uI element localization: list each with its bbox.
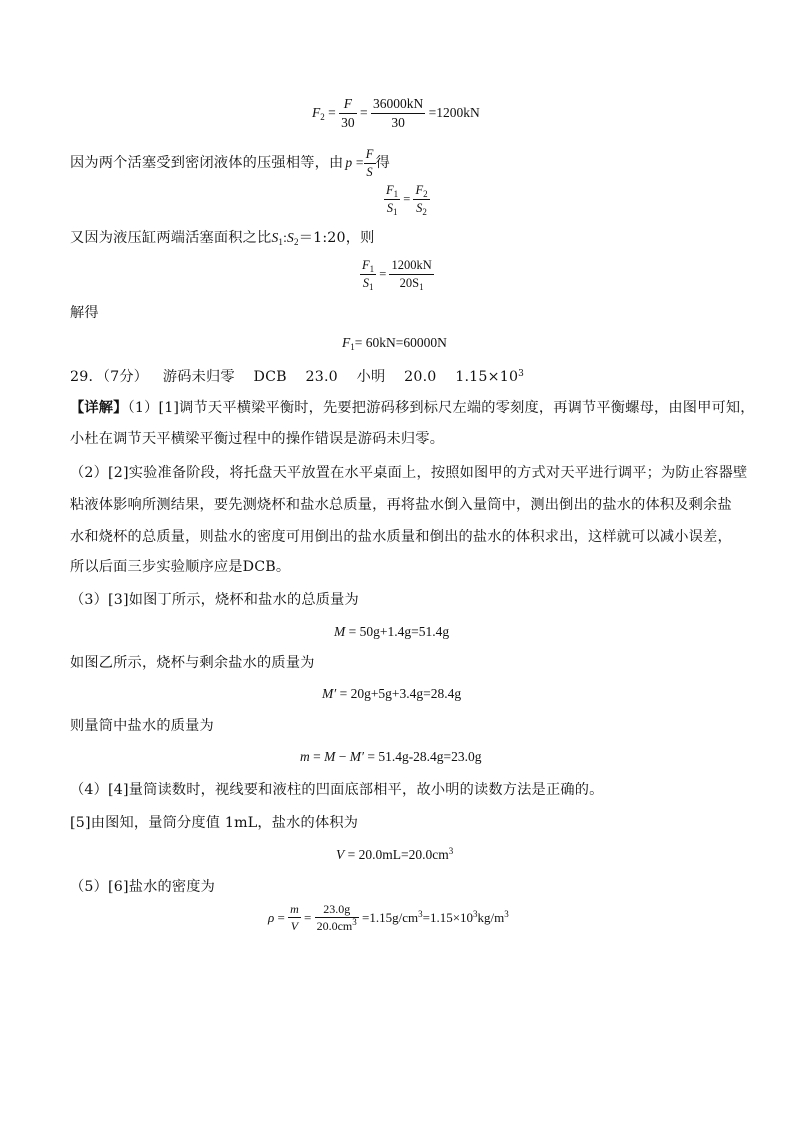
answer-2: DCB: [253, 369, 287, 385]
denominator: S: [366, 164, 373, 179]
equation-ratio: $\frac{F_1}{S_1}$ = $\frac{F_2}{S_2}$: [386, 183, 428, 217]
answer-5: 20.0: [404, 369, 437, 385]
equation-f2: $F_2$ = $\frac{F}{30}$ = $\frac{36000kN}{30}$ =1200kN: [312, 96, 480, 130]
text-line-pressure: 因为两个活塞受到密闭液体的压强相等，由 p = $\frac{F}{S}$ 得: [70, 147, 390, 179]
fraction: [315, 903, 359, 932]
answer-6: 1.15×10: [455, 369, 519, 385]
sub: 1: [392, 206, 398, 217]
var: S: [416, 200, 423, 215]
sup: 3: [518, 369, 525, 379]
sup: 3: [448, 846, 454, 856]
equation-V: [336, 848, 453, 862]
equation-rho: ρ = $\frac{m}{V}$ = $\frac{23.0g}{20.0cm^3}$ $=1.15g/cm^3=1.15\times 10^3kg/m^3$: [268, 902, 509, 933]
result: = 50g+1.4g=51.4g: [345, 624, 450, 639]
sup: 3: [352, 917, 357, 927]
detail-p2-l1: （2）[2]实验准备阶段，将托盘天平放置在水平桌面上，按照如图甲的方式对天平进行调平；为防止容器壁: [70, 465, 748, 481]
detail-p3-l1: （3）[3]如图丁所示，烧杯和盐水的总质量为: [70, 592, 359, 608]
equation-f1: [342, 336, 447, 350]
var: S: [386, 200, 393, 215]
sup: 3: [473, 909, 478, 919]
numerator: F: [365, 147, 374, 161]
text: 又因为液压缸两端活塞面积之比: [70, 230, 272, 246]
result: = 20g+5g+3.4g=28.4g: [336, 686, 462, 701]
var: S: [362, 275, 369, 290]
denominator: 20.0cm: [316, 919, 353, 933]
text-line-area: [70, 231, 375, 245]
detail-tag: 【详解】: [70, 400, 128, 416]
equation-M: [334, 625, 449, 639]
detail-p2-l4: 所以后面三步实验顺序应是DCB。: [70, 559, 291, 575]
numerator: 1200kN: [389, 259, 433, 275]
answer-3: 23.0: [305, 369, 338, 385]
equation-m: [300, 750, 482, 764]
detail-p5-l1: （5）[6]盐水的密度为: [70, 879, 216, 895]
fraction: [413, 183, 429, 217]
answer-line-29: [70, 370, 524, 384]
sup: 3: [418, 909, 423, 919]
text: 得: [375, 154, 390, 171]
text: ＝1:20，则: [298, 230, 375, 246]
var: F: [362, 258, 370, 272]
result: = 51.4g-28.4g=23.0g: [363, 749, 482, 764]
detail-p3-l2: 如图乙所示，烧杯与剩余盐水的质量为: [70, 655, 315, 671]
var: F: [415, 183, 424, 197]
detail-p2-l3: 水和烧杯的总质量，则盐水的密度可用倒出的盐水质量和倒出的盐水的体积求出，这样就可以减小误差，: [70, 529, 732, 545]
var: F: [386, 183, 394, 197]
sub: 2: [423, 189, 428, 199]
var: m: [300, 749, 310, 764]
fraction: [364, 148, 376, 178]
sub: 2: [320, 112, 325, 123]
numerator: F: [343, 96, 352, 111]
detail-p4-l2: [5]由图知，量筒分度值 1mL，盐水的体积为: [70, 815, 359, 831]
sup: 3: [504, 909, 509, 919]
result: = 20.0mL=20.0cm: [344, 847, 449, 862]
result: =1.15×10: [422, 910, 474, 925]
var: V: [336, 847, 345, 862]
var: S: [287, 230, 294, 245]
fraction: [288, 903, 301, 932]
sub: 1: [350, 342, 355, 352]
numerator: 23.0g: [315, 903, 359, 918]
numerator: m: [290, 902, 299, 916]
unit: kg/m: [477, 910, 505, 925]
numerator: 36000kN: [371, 97, 425, 114]
denominator: 20S: [399, 275, 420, 290]
var: M: [324, 749, 336, 764]
op: −: [335, 749, 350, 764]
fraction: [360, 258, 376, 292]
equation-substitute: $\frac{F_1}{S_1}$ = $\frac{1200kN}{20S_1}$: [362, 258, 432, 292]
var: M: [334, 624, 346, 639]
denominator: 30: [341, 114, 355, 130]
sub: 1: [368, 281, 374, 292]
text: 因为两个活塞受到密闭液体的压强相等，由: [70, 154, 344, 171]
result: =1200kN: [428, 105, 480, 121]
var: M′: [322, 686, 337, 701]
var-p: p: [345, 155, 353, 171]
sub: 1: [278, 237, 284, 247]
answer-4: 小明: [356, 369, 386, 385]
question-number: 29．（7分）: [70, 369, 149, 385]
fraction: [371, 97, 425, 129]
detail-p4-l1: （4）[4]量筒读数时，视线要和液柱的凹面底部相平，故小明的读数方法是正确的。: [70, 782, 604, 798]
sub: 1: [419, 281, 424, 292]
result: = 60kN=60000N: [354, 335, 447, 350]
detail-p1-l2: 小杜在调节天平横梁平衡过程中的操作错误是游码未归零。: [70, 431, 445, 447]
var: F: [342, 335, 351, 350]
fraction: [384, 183, 400, 217]
var: M′: [349, 749, 364, 764]
equation-M-prime: [322, 687, 461, 701]
op: =: [309, 749, 325, 764]
fraction: [339, 97, 357, 129]
fraction: [389, 258, 433, 292]
result: =1.15g/cm: [362, 910, 419, 925]
text: （1）[1]调节天平横梁平衡时，先要把游码移到标尺左端的零刻度，再调节平衡螺母，由图甲可知，: [127, 400, 755, 416]
text-solve: 解得: [70, 305, 99, 321]
colon: :: [283, 230, 288, 245]
var: ρ: [268, 910, 275, 925]
sub: 1: [369, 264, 375, 274]
denominator: V: [290, 919, 299, 933]
denominator: 30: [391, 114, 405, 130]
detail-p3-l3: 则量筒中盐水的质量为: [70, 718, 214, 734]
answer-1: 游码未归零: [162, 369, 235, 385]
var-f: F: [312, 105, 321, 121]
detail-p1-l1: [70, 401, 755, 415]
sub: 2: [422, 206, 427, 217]
sub: 1: [393, 189, 399, 199]
detail-p2-l2: 粘液体影响所测结果，要先测烧杯和盐水总质量，再将盐水倒入量筒中，测出倒出的盐水的体积及剩余盐: [70, 497, 732, 513]
var: S: [271, 230, 279, 245]
sub: 2: [294, 237, 299, 247]
